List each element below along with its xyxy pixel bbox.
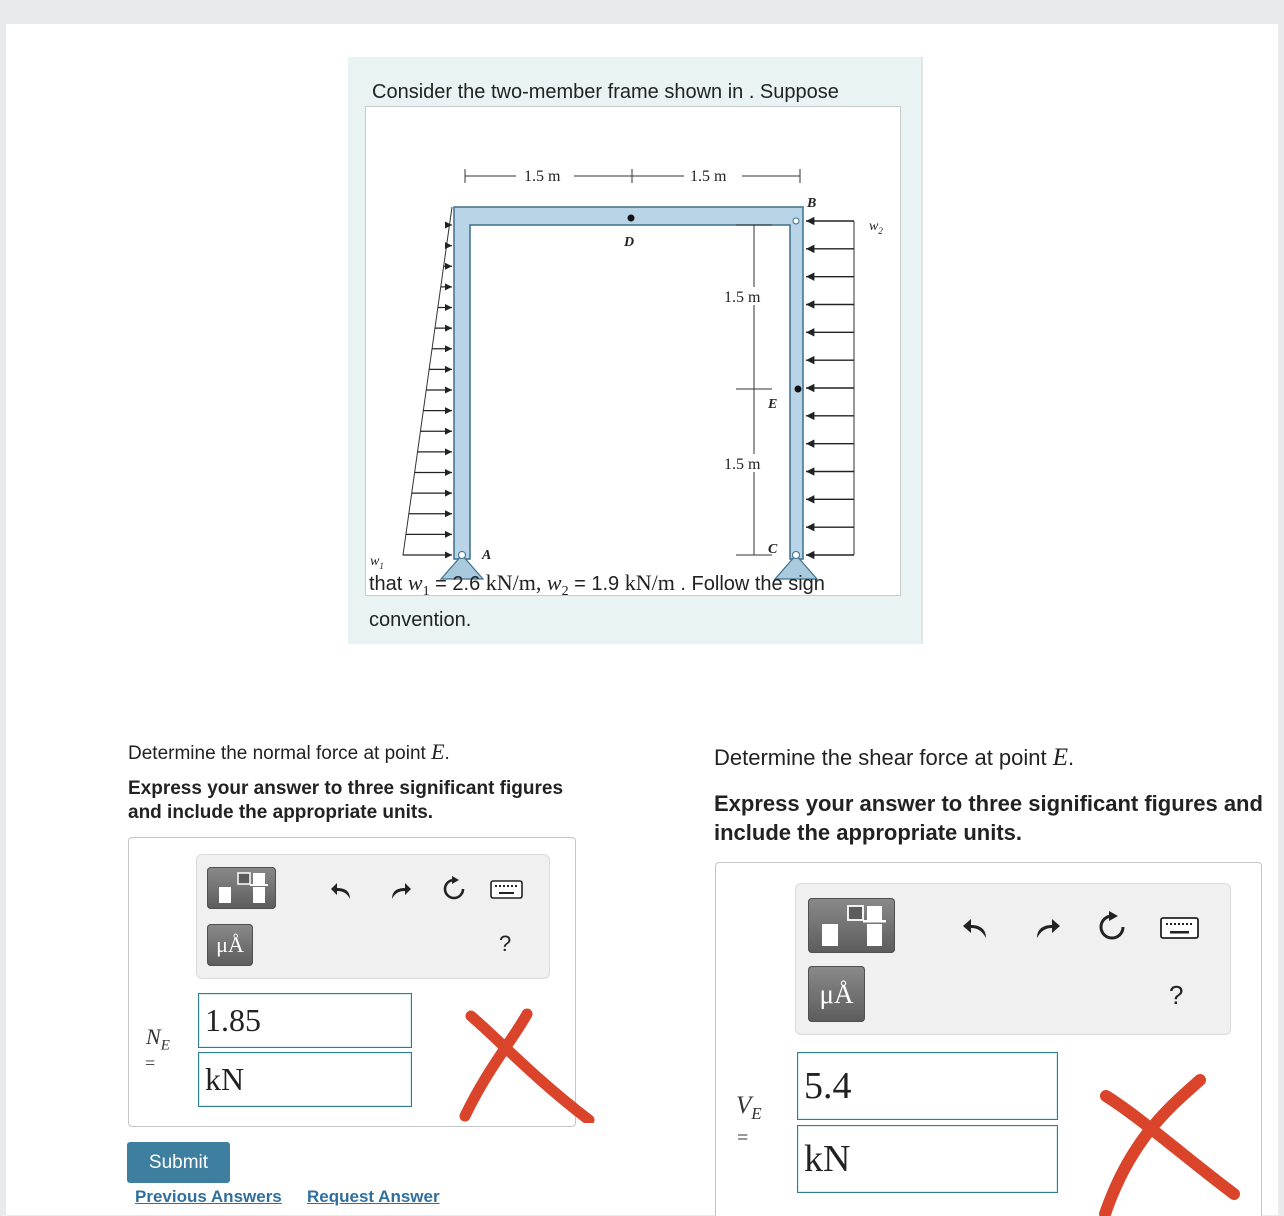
- q2-help-button[interactable]: ?: [1169, 980, 1184, 1010]
- label-c: C: [768, 542, 778, 557]
- request-answer-link[interactable]: Request Answer: [307, 1187, 440, 1206]
- q2-equation-toolbar: [795, 883, 1231, 1035]
- point-e-marker: [795, 386, 802, 393]
- undo-icon[interactable]: [962, 912, 992, 942]
- q1-template-button[interactable]: [207, 867, 276, 909]
- q2-units-button[interactable]: μÅ: [808, 966, 865, 1022]
- reset-icon[interactable]: [440, 875, 468, 903]
- dim-label-right-lower: 1.5 m: [724, 456, 761, 473]
- dim-label-top-left: 1.5 m: [524, 168, 561, 185]
- problem-text-values: that $w_1 = 2.6$ kN/m, $w_2 = 1.9$ kN/m . Follow the sign convention.: [369, 570, 825, 631]
- point-d-marker: [628, 215, 635, 222]
- q1-unit-input[interactable]: kN: [198, 1052, 412, 1107]
- q2-value-input[interactable]: 5.4: [797, 1052, 1058, 1120]
- label-e: E: [768, 397, 778, 412]
- q1-prompt: Determine the normal force at point E.: [128, 739, 450, 764]
- q2-equals-sign: =: [737, 1127, 749, 1149]
- label-a: A: [482, 548, 492, 563]
- q1-help-button[interactable]: ?: [499, 931, 512, 956]
- q2-variable-label: $V_E$: [736, 1092, 762, 1123]
- q2-unit-input[interactable]: kN: [797, 1125, 1058, 1193]
- q1-equation-toolbar: [196, 854, 550, 979]
- keyboard-icon[interactable]: [490, 879, 524, 901]
- frame-figure: [365, 106, 901, 596]
- incorrect-x-icon: [454, 1008, 599, 1123]
- redo-icon[interactable]: [1031, 912, 1061, 942]
- submit-button[interactable]: Submit: [127, 1142, 230, 1183]
- q1-equals-sign: =: [145, 1053, 156, 1073]
- previous-answers-link[interactable]: Previous Answers: [135, 1187, 282, 1206]
- q2-answer-box: [715, 862, 1262, 1216]
- q1-variable-label: $N_E$: [146, 1024, 170, 1054]
- q1-instruction: Express your answer to three significant figures and include the appropriate units.: [128, 778, 564, 823]
- frame-member: [454, 207, 803, 559]
- q2-prompt: Determine the shear force at point E.: [714, 744, 1075, 771]
- redo-icon[interactable]: [388, 877, 414, 903]
- q1-units-button[interactable]: μÅ: [207, 924, 253, 966]
- q2-instruction: Express your answer to three significant figures and include the appropriate units.: [714, 791, 1263, 845]
- fraction-template-icon: [808, 898, 895, 953]
- problem-text-intro: Consider the two-member frame shown in . Suppose: [372, 81, 839, 103]
- problem-statement-panel: [348, 57, 923, 644]
- distributed-load-w1: [403, 207, 452, 555]
- undo-icon[interactable]: [330, 877, 356, 903]
- keyboard-icon[interactable]: [1160, 916, 1200, 942]
- frame-diagram: [366, 107, 900, 595]
- load-w1-outline: [403, 207, 452, 555]
- label-w1: $w_1$: [370, 554, 384, 571]
- q1-value-input[interactable]: 1.85: [198, 993, 412, 1048]
- q2-template-button[interactable]: [808, 898, 895, 953]
- label-w2: $w_2$: [869, 219, 883, 236]
- reset-icon[interactable]: [1095, 910, 1129, 944]
- dim-label-top-right: 1.5 m: [690, 168, 727, 185]
- label-d: D: [624, 235, 635, 250]
- q1-answer-box: [128, 837, 576, 1127]
- dim-label-right-upper: 1.5 m: [724, 289, 761, 306]
- fraction-template-icon: [207, 867, 276, 909]
- distributed-load-w2: [806, 221, 854, 555]
- label-b: B: [807, 196, 817, 211]
- incorrect-x-icon: [1091, 1068, 1261, 1216]
